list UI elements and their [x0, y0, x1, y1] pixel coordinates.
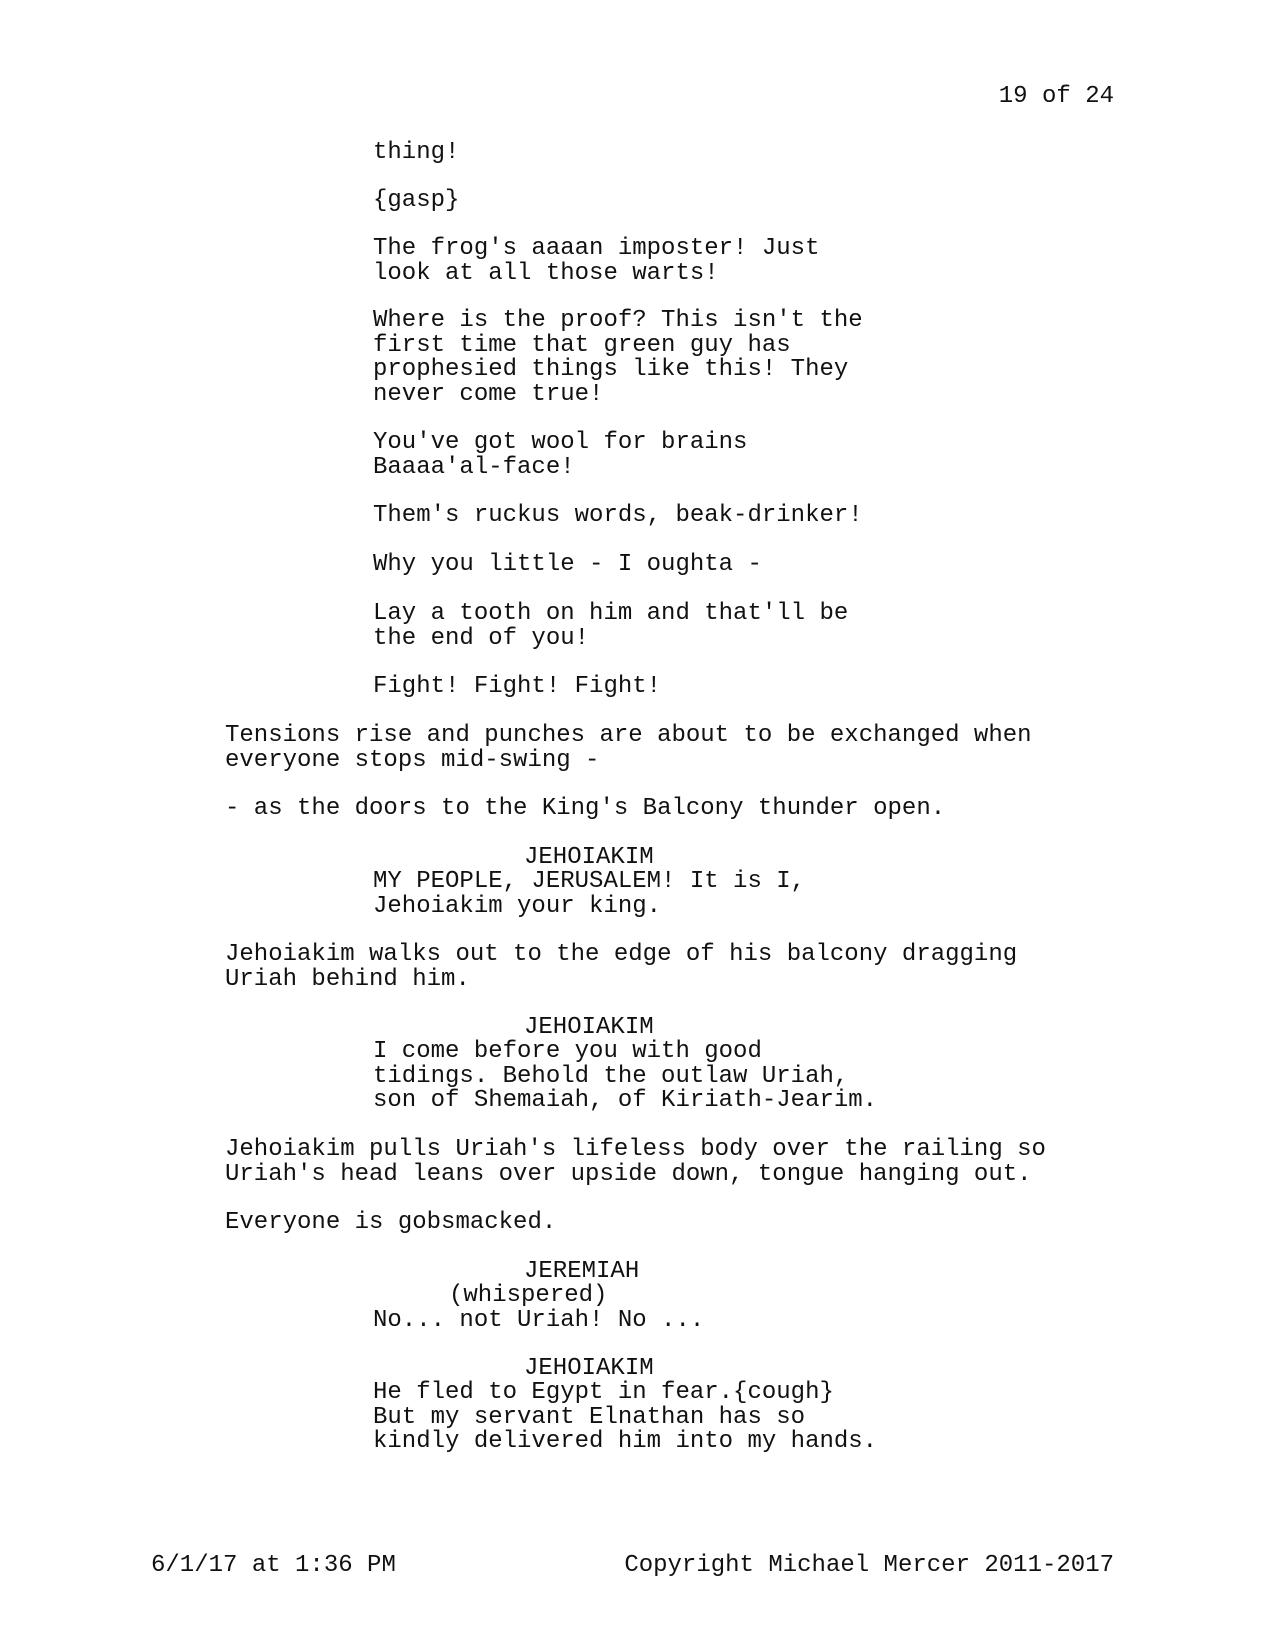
dialogue-line: thing! [373, 139, 460, 166]
action-line: - as the doors to the King's Balcony thunder open. [225, 795, 946, 822]
dialogue-line: MY PEOPLE, JERUSALEM! It is I, Jehoiakim your king. [373, 868, 806, 920]
dialogue-line: He fled to Egypt in fear.{cough} But my servant Elnathan has so kindly delivered him into my hands. [373, 1379, 878, 1455]
footer-copyright: Copyright Michael Mercer 2011-2017 [624, 1552, 1114, 1579]
character-name: JEREMIAH [524, 1258, 640, 1285]
character-name: JEHOIAKIM [524, 844, 654, 871]
action-line: Jehoiakim walks out to the edge of his balcony dragging Uriah behind him. [225, 941, 1018, 993]
action-line: Tensions rise and punches are about to be exchanged when everyone stops mid-swing - [225, 722, 1032, 774]
dialogue-line: No... not Uriah! No ... [373, 1307, 705, 1334]
dialogue-line: You've got wool for brains Baaaa'al-face! [373, 429, 748, 481]
dialogue-line: I come before you with good tidings. Behold the outlaw Uriah, son of Shemaiah, of Kiriath-Jearim. [373, 1038, 878, 1114]
character-name: JEHOIAKIM [524, 1014, 654, 1041]
dialogue-line: Where is the proof? This isn't the first time that green guy has prophesied things like this! They never come true! [373, 307, 863, 408]
footer-timestamp: 6/1/17 at 1:36 PM [151, 1552, 396, 1579]
character-name: JEHOIAKIM [524, 1355, 654, 1382]
dialogue-line: Lay a tooth on him and that'll be the end of you! [373, 600, 849, 652]
parenthetical: (whispered) [449, 1282, 608, 1309]
action-line: Jehoiakim pulls Uriah's lifeless body over the railing so Uriah's head leans over upside down, tongue hanging out. [225, 1136, 1046, 1188]
dialogue-line: Fight! Fight! Fight! [373, 673, 662, 700]
dialogue-line: {gasp} [373, 187, 460, 214]
dialogue-line: Them's ruckus words, beak-drinker! [373, 502, 863, 529]
dialogue-line: The frog's aaaan imposter! Just look at all those warts! [373, 235, 820, 287]
dialogue-line: Why you little - I oughta - [373, 551, 762, 578]
action-line: Everyone is gobsmacked. [225, 1209, 557, 1236]
page-number: 19 of 24 [998, 83, 1114, 110]
